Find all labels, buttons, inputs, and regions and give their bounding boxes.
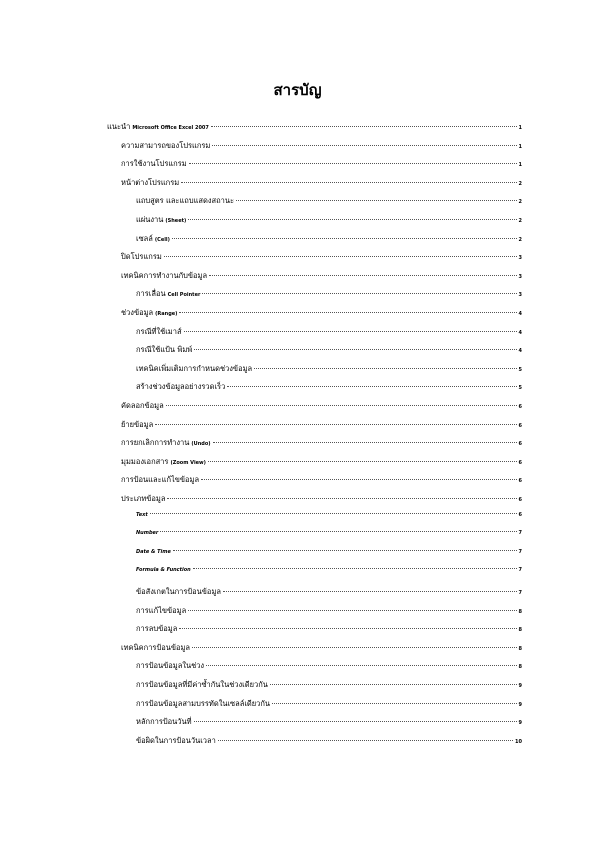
toc-entry-title: มุมมองเอกสาร [121,456,169,466]
toc-entry-title: ข้อสังเกตในการป้อนข้อมูล [136,587,221,596]
dot-leader [189,163,517,164]
toc-entry[interactable] [121,493,522,507]
toc-entry-english-term: (Range) [155,311,178,317]
toc-entry-title: เทคนิคเพิ่มเติมการกำหนดช่วงข้อมูล [136,363,253,373]
toc-entry-title: การป้อนข้อมูลในช่วง [136,661,205,671]
dot-leader [188,610,516,611]
toc-entry[interactable] [136,660,522,674]
toc-entry[interactable] [121,251,522,265]
toc-entry[interactable] [121,177,522,191]
toc-entry-title: การลบข้อมูล [136,624,178,634]
toc-entry-english-term: (Undo) [191,441,211,448]
toc-entry-title: เทคนิคการทำงานกับข้อมูล [121,270,208,280]
toc-entry-english-term: (Sheet) [165,218,187,224]
toc-entry[interactable] [136,530,522,544]
page-title: สารบัญ [273,81,322,99]
dot-leader [160,531,516,532]
toc-entry-title: การเลื่อน [136,289,166,299]
toc-entry[interactable] [136,326,522,340]
toc-entry-title: เซลล์ [136,233,153,243]
toc-entry[interactable] [136,586,522,600]
toc-entry[interactable] [121,400,522,414]
dot-leader [150,513,517,514]
toc-entry[interactable] [136,363,522,377]
toc-entry-title: แนะนำ [107,122,131,131]
toc-entry[interactable] [136,381,522,395]
toc-entry[interactable] [121,437,522,451]
toc-entry[interactable] [121,474,522,488]
toc-entry[interactable] [136,344,522,358]
toc-page-number: 7 [518,567,522,574]
toc-page-number: 6 [518,511,522,518]
toc-page-number: 5 [518,385,522,392]
dot-leader [179,628,516,629]
toc-entry[interactable] [121,270,522,284]
dot-leader [208,461,517,462]
dot-leader [173,550,517,551]
toc-entry-title: Number [136,530,159,537]
toc-entry[interactable] [136,623,522,637]
dot-leader [166,405,517,406]
toc-entry-english-term: (Zoom View) [170,459,206,466]
toc-entry-title: Date & Time [136,548,171,555]
toc-entry[interactable] [136,288,522,302]
dot-leader [254,368,516,369]
toc-page-number: 2 [518,236,522,243]
dot-leader [236,200,516,201]
toc-page-number: 4 [518,311,522,317]
dot-leader [213,442,517,443]
toc-page-number: 8 [518,627,522,634]
toc-entry[interactable] [136,567,522,581]
toc-entry-title: ข้อผิดในการป้อนวันเวลา [136,735,216,745]
toc-entry-title: ความสามารถของโปรแกรม [121,140,211,150]
dot-leader [167,498,516,499]
toc-page-number: 3 [518,273,522,280]
toc-entry-english-term: (Cell) [154,236,170,243]
toc-page-number: 3 [518,255,522,262]
toc-entry-title: แผ่นงาน [136,215,164,224]
dot-leader [211,126,517,127]
dot-leader [209,275,516,276]
toc-entry-title: การแก้ไขข้อมูล [136,605,187,615]
toc-page-number: 6 [518,459,522,466]
toc-entry[interactable] [136,698,522,712]
dot-leader [164,256,517,257]
toc-page-number: 5 [518,366,522,373]
toc-entry[interactable] [121,419,522,433]
toc-entry-title: การป้อนข้อมูลที่มีค่าซ้ำกันในช่วงเดียวกัน [136,680,268,689]
toc-entry[interactable] [136,214,522,228]
toc-page-number: 2 [518,218,522,224]
toc-page-number: 9 [518,701,522,708]
toc-page-number: 6 [518,478,522,485]
toc-entry[interactable] [136,549,522,563]
dot-leader [194,349,516,350]
toc-page-number: 2 [518,199,522,206]
toc-entry[interactable] [136,512,522,526]
toc-entry[interactable] [136,605,522,619]
dot-leader [201,479,516,480]
toc-entry-english-term: Microsoft Office Excel 2007 [132,125,209,131]
toc-page-number: 8 [518,664,522,671]
toc-page-number: 4 [518,348,522,355]
toc-entry-title: การป้อนและแก้ไขข้อมูล [121,475,200,485]
toc-page-number: 3 [518,292,522,299]
toc-entry-title: คัดลอกข้อมูล [121,401,164,410]
dot-leader [194,721,517,722]
dot-leader [172,238,517,239]
toc-entry[interactable] [121,140,522,154]
dot-leader [202,293,516,294]
dot-leader [181,182,516,183]
toc-entry-title: Text [136,511,148,518]
toc-page-number: 8 [518,608,522,615]
toc-page-number: 1 [518,143,522,150]
toc-page-number: 1 [518,125,522,131]
toc-entry[interactable] [136,679,522,693]
dot-leader [272,703,516,704]
toc-entry-title: สร้างช่วงข้อมูลอย่างรวดเร็ว [136,382,226,392]
toc-entry[interactable] [136,233,522,247]
toc-page-number: 9 [518,720,522,727]
toc-entry[interactable] [136,716,522,730]
dot-leader [193,568,517,569]
toc-page-number: 9 [518,683,522,689]
toc-entry-title: ย้ายข้อมูล [121,419,154,429]
toc-entry-title: Formula & Function [136,567,191,574]
toc-page-number: 1 [518,162,522,169]
toc-page-number: 6 [518,422,522,429]
toc-entry-title: การใช้งานโปรแกรม [121,159,187,169]
dot-leader [212,145,516,146]
dot-leader [188,219,516,220]
dot-leader [227,386,516,387]
toc-page-number: 6 [518,441,522,448]
toc-entry[interactable] [136,735,522,749]
dot-leader [179,312,516,313]
toc-entry-title: ปิดโปรแกรม [121,252,162,262]
toc-entry-title: หน้าต่างโปรแกรม [121,177,180,187]
toc-page-number: 10 [515,738,522,745]
toc-entry[interactable] [136,195,522,209]
dot-leader [218,740,513,741]
toc-entry-title: หลักการป้อนวันที่ [136,717,192,727]
dot-leader [184,331,517,332]
toc-entry-title: แถบสูตร และแถบแสดงสถานะ [136,196,235,206]
toc-page-number: 6 [518,404,522,410]
toc-entry[interactable] [121,642,522,656]
toc-entry-title: ช่วงข้อมูล [121,308,154,317]
dot-leader [223,591,517,592]
toc-page-number: 4 [518,329,522,336]
toc-entry-title: เทคนิคการป้อนข้อมูล [121,642,191,652]
toc-page-number: 2 [518,180,522,187]
toc-page-number: 7 [518,530,522,537]
toc-entry-title: กรณีที่ใช้เมาส์ [136,326,182,336]
toc-entry-title: การป้อนข้อมูลสามบรรทัดในเซลล์เดียวกัน [136,698,271,708]
toc-entry[interactable] [121,307,522,321]
toc-page-number: 7 [518,590,522,596]
toc-entry[interactable] [107,121,522,135]
toc-entry[interactable] [121,158,522,172]
toc-entry-title: กรณีใช้แป้น พิมพ์ [136,345,193,355]
toc-entry-title: การยกเลิกการทำงาน [121,438,190,448]
toc-entry-title: ประเภทข้อมูล [121,494,166,503]
dot-leader [206,665,516,666]
dot-leader [270,684,517,685]
dot-leader [192,647,517,648]
toc-page-number: 7 [518,548,522,555]
dot-leader [155,424,516,425]
toc-page-number: 8 [518,645,522,652]
toc-page-number: 6 [518,497,522,503]
toc-entry-english-term: Cell Pointer [167,292,201,299]
toc-entry[interactable] [121,456,522,470]
